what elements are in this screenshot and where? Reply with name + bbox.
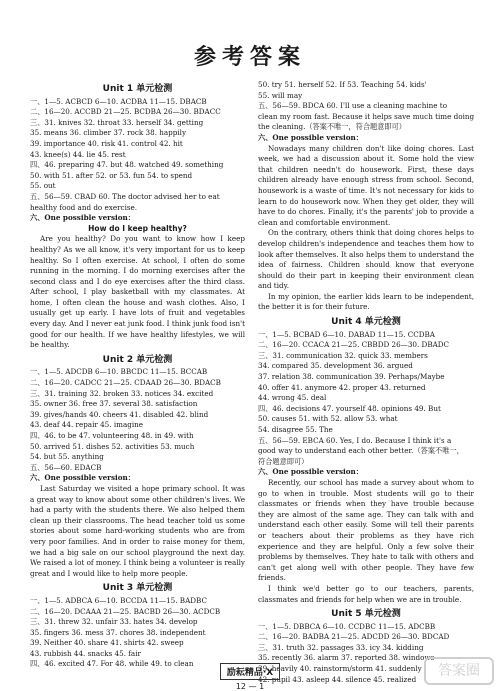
answer-line: 35. owner 36. free 37. several 38. satisfaction	[30, 399, 198, 409]
answer-line: 34. compared 35. development 36. argued	[258, 361, 413, 371]
unit4-essay-p1: Recently, our school has made a survey about whom to go to when in trouble. Most students will go to their classmates or friends when they have trouble because they are almost of the same age. They can talk with and understand each other easily. Some will tell their parents or teachers about their problems as they have rich experience and they are helpful. Only a few solve their problems by themselves. They hate to talk with others and can't get along well with other people. They have few friends.	[258, 477, 474, 583]
answer-line: healthy food and do exercise.	[30, 202, 138, 212]
unit1-answers	[30, 97, 245, 214]
unit2-answers	[30, 367, 245, 473]
answer-line: 42. pupil 43. asleep 44. silence 45. realized	[258, 674, 417, 684]
answer-line: 四、46. excited 47. For 48. while 49. to clean	[30, 659, 194, 669]
unit3-essay-p1: Nowadays many children don't like doing chores. Last week, we had a discussion about it. Some hold the view that children needn't do housework. First, these days children already have enough stress from school. Second, housework is a waste of time. It's not necessary for kids to learn to do housework now. When they get older, they will have to do chores. Finally, it's the parents' job to provide a clean and comfortable environment.	[258, 143, 474, 227]
answer-line: 三、31. communication 32. quick 33. members	[258, 350, 428, 360]
answer-line: 37. relation 38. communication 39. Perhaps/Maybe	[258, 372, 445, 382]
answer-line: 三、31. threw 32. unfair 33. hates 34. develop	[30, 617, 198, 627]
answer-line: 三、31. training 32. broken 33. notices 34. excited	[30, 388, 214, 398]
answer-line: clean my room fast. Because it helps save much time doing	[258, 111, 474, 121]
answer-line: 50. arrived 51. dishes 52. activities 53. much	[30, 441, 195, 451]
unit3-essay-p3: In my opinion, the earlier kids learn to be independent, the better it is for their future.	[258, 291, 474, 312]
unit1-essay-title: How do I keep healthy?	[88, 223, 187, 233]
answer-line: 35. means 36. climber 37. rock 38. happily	[30, 128, 187, 138]
unit2-heading: Unit 2 单元检测	[102, 354, 173, 365]
left-column	[30, 80, 245, 670]
page-title: 参考答案	[193, 45, 306, 70]
answer-line: 35. recently 36. alarm 37. reported 38. windows	[258, 653, 435, 663]
unit3-heading: Unit 3 单元检测	[102, 583, 173, 594]
answer-line: 一、1—5. ACBCD 6—10. ACDBA 11—15. DBACB	[30, 96, 207, 106]
answer-line: 四、46. decisions 47. yourself 48. opinions 49. But	[258, 403, 441, 413]
answer-line: 五、56—59. CBAD 60. The doctor advised her to eat	[30, 191, 220, 201]
answer-line: 43. rubbish 44. snacks 45. fair	[30, 648, 141, 658]
unit5-heading: Unit 5 单元检测	[331, 609, 401, 620]
answer-line: 二、16—20. DCAAA 21—25. BACBD 26—30. ACDCB	[30, 606, 221, 616]
answer-line: 39. heavily 40. rainstorm/storm 41. suddenly	[258, 664, 422, 674]
answer-line: 50. try 51. herself 52. If 53. Teaching 54. kids'	[258, 80, 427, 89]
answer-line: 55. out	[30, 181, 56, 191]
unit2-essay: Last Saturday we visited a hope primary school. It was a great way to know about some other children's lives. We had a party with the students there. We also helped them clean up their classrooms. The head teacher told us some stories about some hard-working students who are from very poor families. And in order to raise money for them, we had a big sale on our school playground the next day. We raised a lot of money. I think being a volunteer is really great and I would like to help more people.	[30, 483, 245, 578]
answer-line: 符合题意即可）	[258, 456, 309, 466]
unit3-answers	[30, 596, 245, 670]
answer-line: 43. knee(s) 44. lie 45. rest	[30, 149, 126, 159]
answer-line: 43. deaf 44. repair 45. imagine	[30, 420, 144, 430]
answer-line: 二、16—20. CADCC 21—25. CDAAD 26—30. BDACB	[30, 378, 221, 388]
answer-line: 一、1—5. DBBCA 6—10. CCDBC 11—15. ADCBB	[258, 621, 436, 631]
unit4-answers	[258, 330, 474, 468]
answer-line: 二、16—20. CCACA 21—25. CBBDD 26—30. DBADC	[258, 340, 450, 350]
answer-line: 50. with 51. after 52. or 53. fun 54. to spend	[30, 170, 193, 180]
answer-line: 50. causes 51. with 52. allow 53. what	[258, 414, 398, 424]
answer-line: 五、56—59. EBCA 60. Yes, I do. Because I think it's a	[258, 435, 452, 445]
answer-line: 44. wrong 45. deal	[258, 393, 327, 403]
unit1-essay: Are you healthy? Do you want to know how I keep healthy? As we all know, it's very important for us to keep healthy. So I often exercise. At school, I often do some running in the morning. I do morning exercises after the second class and I do eye exercises after the third class. After school, I play basketball with my classmates. At home, I often clean the house and wash clothes. Also, I usually get up early. I have lots of fruit and vegetables every day. And I never eat junk food. I think junk food isn't good for our health. If we have healthy lifestyles, we will be healthy.	[30, 234, 245, 350]
answer-line: 二、16—20. ACCBD 21—25. BCDBA 26—30. BDACC	[30, 107, 221, 117]
answer-line: 二、16—20. BADBA 21—25. ADCDD 26—30. BDCAD	[258, 632, 450, 642]
unit2-section6-label: 六、One possible version：	[30, 473, 135, 483]
answer-line: 三、31. knives 32. throat 33. herself 34. getting	[30, 117, 204, 127]
right-column	[258, 80, 474, 685]
unit1-heading: Unit 1 单元检测	[102, 84, 173, 94]
answer-line: 一、1—5. ADBCA 6—10. BCCDA 11—15. BADBC	[30, 595, 207, 605]
answer-line: 四、46. preparing 47. but 48. watched 49. something	[30, 160, 224, 170]
answer-line: 一、1—5. BCBAD 6—10. DABAD 11—15. CCDBA	[258, 329, 435, 339]
unit4-essay-p2: I think we'd better go to our teachers, parents, classmates and friends for help when we are in trouble.	[258, 583, 474, 604]
answer-line: good way to understand each other better.（答案不唯一，	[258, 446, 464, 456]
unit3-section6-label: 六、One possible version：	[258, 132, 363, 142]
answer-line: 39. Neither 40. share 41. shirts 42. sweep	[30, 638, 184, 648]
unit3-essay-p2: On the contrary, others think that doing chores helps to develop children's independence and teaches them how to look after themselves. It also helps them to understand the idea of fairness. Children should know that everyone should do their part in keeping their environment clean and tidy.	[258, 228, 474, 291]
answer-line: 54. but 55. anything	[30, 452, 104, 462]
watermark-logo: 答案圈	[424, 657, 494, 685]
brand-logo: 励耘精品·X	[220, 663, 280, 680]
answer-line: the cleaning.（答案不唯一，符合题意即可）	[258, 122, 406, 132]
answer-line: 三、31. truth 32. passages 33. icy 34. kidding	[258, 642, 424, 652]
answer-line: 55. will may	[258, 90, 303, 100]
answer-line: 40. offer 41. anymore 42. proper 43. returned	[258, 382, 426, 392]
answer-line: 35. fingers 36. mess 37. chores 38. independent	[30, 627, 206, 637]
answer-line: 一、1—5. ADCDB 6—10. BBCDC 11—15. BCCAB	[30, 367, 208, 377]
unit3-continued-answers	[258, 80, 474, 133]
answer-line: 五、56—59. BDCA 60. I'll use a cleaning machine to	[258, 101, 448, 111]
answer-line: 39. importance 40. risk 41. control 42. hit	[30, 138, 183, 148]
answer-line: 54. disagree 55. The	[258, 425, 333, 434]
answer-line: 39. gives/hands 40. cheers 41. disabled 42. blind	[30, 409, 209, 419]
answer-line: 四、46. to be 47. volunteering 48. in 49. with	[30, 431, 194, 440]
page-number: 12 — 1	[235, 682, 265, 691]
unit4-heading: Unit 4 单元检测	[331, 317, 401, 328]
unit1-section6-label: 六、One possible version：	[30, 213, 135, 223]
answer-line: 五、56—60. EDACB	[30, 462, 102, 472]
unit4-section6-label: 六、One possible version：	[258, 467, 363, 477]
